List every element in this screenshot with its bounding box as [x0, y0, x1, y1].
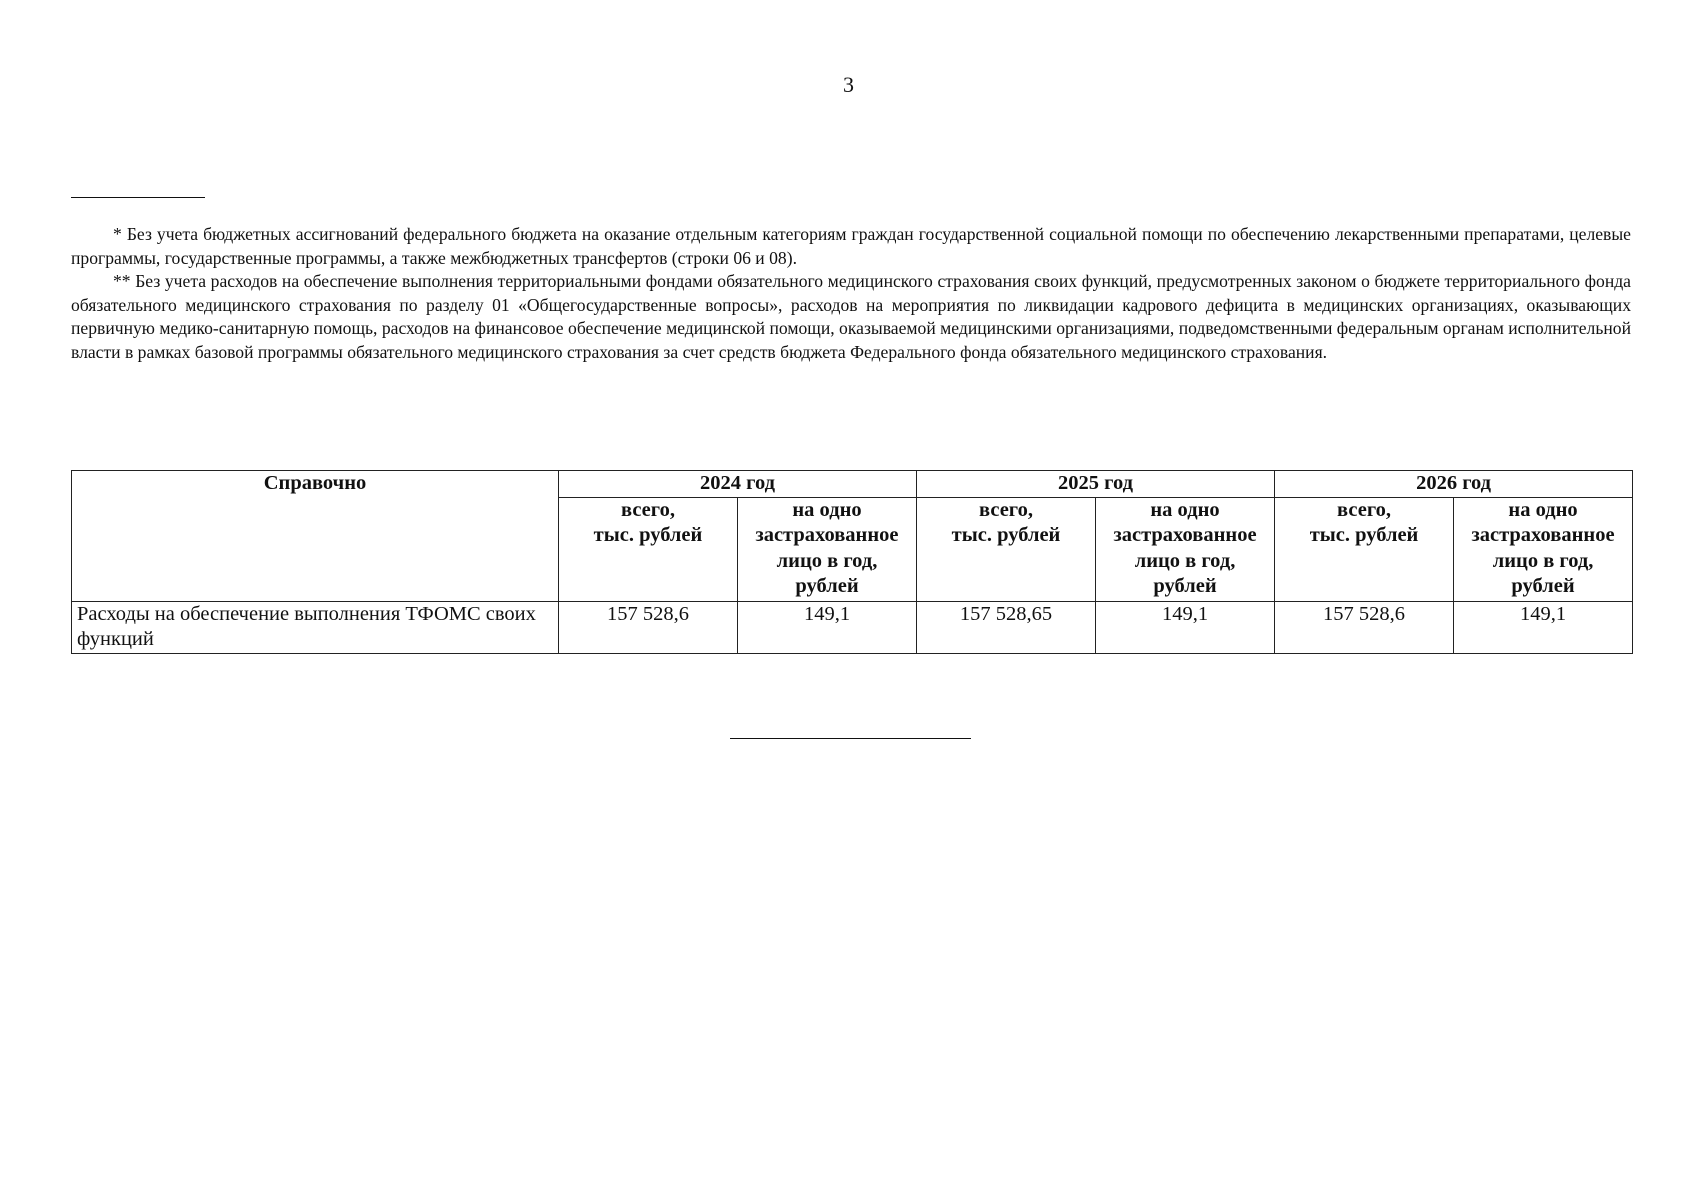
table-row: [72, 601, 1633, 653]
value-per-person-2025: 149,1: [1096, 601, 1275, 653]
footnote-2: ** Без учета расходов на обеспечение выполнения территориальными фондами обязательного медицинского страхования своих функций, предусмотренных законом о бюджете территориального фонда обязательного медицинского страхования по разделу 01 «Общегосударственные вопросы», расходов на мероприятия по ликвидации кадрового дефицита в медицинских организациях, оказывающих первичную медико-санитарную помощь, расходов на финансовое обеспечение медицинской помощи, оказываемой медицинскими организациями, подведомственными федеральным органам исполнительной власти в рамках базовой программы обязательного медицинского страхования за счет средств бюджета Федерального фонда обязательного медицинского страхования.: [71, 271, 1631, 362]
value-total-2024: 157 528,6: [559, 601, 738, 653]
subheader-per-person-2024: на одно застрахованное лицо в год, рублей: [738, 497, 917, 601]
header-label: Справочно: [263, 472, 367, 494]
value-per-person-2026: 149,1: [1454, 601, 1633, 653]
page-number: 3: [843, 72, 854, 97]
row-label: Расходы на обеспечение выполнения ТФОМС своих функций: [72, 601, 559, 653]
header-label-cell: [72, 471, 559, 602]
footnotes: [71, 223, 1631, 365]
reference-table: [71, 470, 1633, 654]
subheader-total-2026: всего, тыс. рублей: [1275, 497, 1454, 601]
subheader-total-2024: всего, тыс. рублей: [559, 497, 738, 601]
end-separator: [730, 738, 971, 739]
year-header-2026: 2026 год: [1275, 471, 1633, 498]
value-per-person-2024: 149,1: [738, 601, 917, 653]
footnote-1: * Без учета бюджетных ассигнований федерального бюджета на оказание отдельным категориям граждан государственной социальной помощи по обеспечению лекарственными препаратами, целевые программы, государственные программы, а также межбюджетных трансфертов (строки 06 и 08).: [71, 224, 1631, 268]
subheader-per-person-2026: на одно застрахованное лицо в год, рублей: [1454, 497, 1633, 601]
year-header-2025: 2025 год: [917, 471, 1275, 498]
subheader-total-2025: всего, тыс. рублей: [917, 497, 1096, 601]
subheader-per-person-2025: на одно застрахованное лицо в год, рублей: [1096, 497, 1275, 601]
footnote-separator: [71, 197, 205, 198]
year-header-2024: 2024 год: [559, 471, 917, 498]
value-total-2025: 157 528,65: [917, 601, 1096, 653]
value-total-2026: 157 528,6: [1275, 601, 1454, 653]
